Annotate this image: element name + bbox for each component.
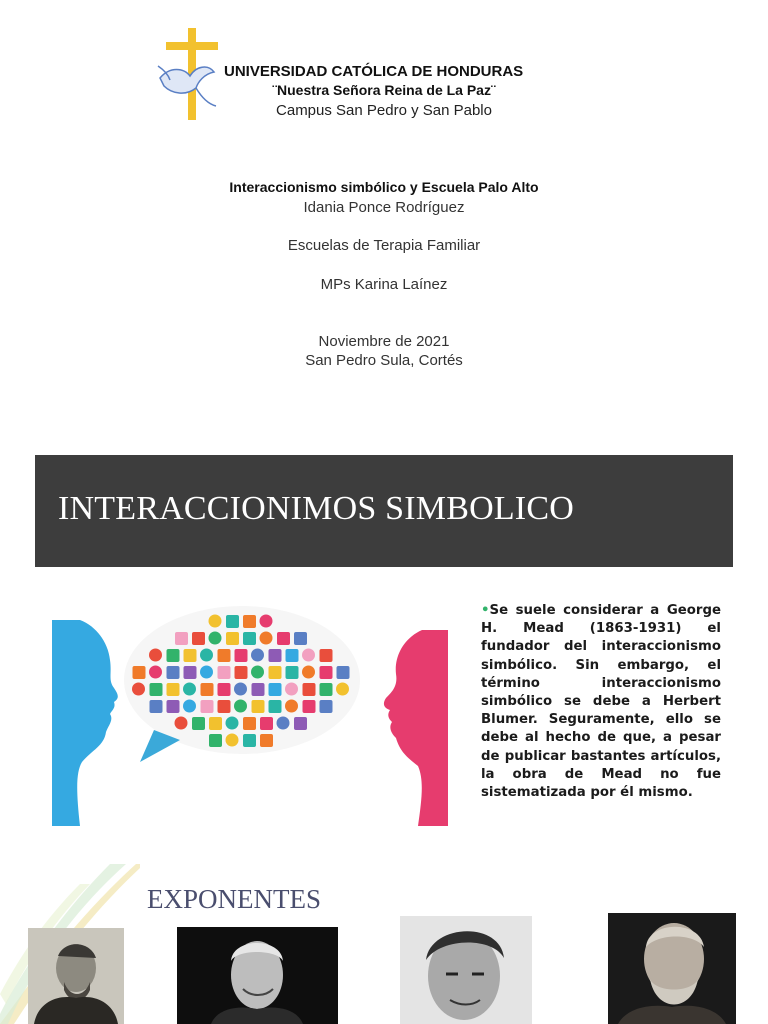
bubble-icon-tile (209, 632, 222, 645)
bubble-icon-tile (320, 700, 333, 713)
bubble-icon-tile (260, 734, 273, 747)
bubble-icon-tile (167, 683, 180, 696)
bubble-icon-tile (294, 717, 307, 730)
teacher-name: MPs Karina Laínez (320, 276, 448, 293)
bubble-icon-tile (218, 649, 231, 662)
university-name: UNIVERSIDAD CATÓLICA DE HONDURAS (224, 63, 524, 80)
portrait-photo-2 (177, 927, 338, 1024)
bubble-icon-tile (192, 717, 205, 730)
portrait-photo-3 (400, 916, 532, 1024)
bubble-icon-tile (167, 700, 180, 713)
bubble-icon-tile (132, 683, 145, 696)
paragraph-text: Se suele considerar a George H. Mead (1863-1931) el fundador del interaccionismo simbólico. Sin embargo, el término interaccionismo simbólico se debe a Herbert Blumer. Seguramente, ello se debe al hecho de que, a pesar de publicar bastantes artículos, la obra de Mead no fue sistematizada por él mismo. (481, 603, 721, 801)
bubble-icon-tile (302, 649, 315, 662)
bubble-icon-tile (175, 632, 188, 645)
bubble-icon-tile (251, 666, 264, 679)
bubble-icon-tile (252, 683, 265, 696)
bubble-icon-tile (234, 700, 247, 713)
place-text: San Pedro Sula, Cortés (305, 352, 463, 369)
bubble-icon-tile (149, 666, 162, 679)
bubble-icon-tile (336, 683, 349, 696)
bubble-icon-tile (285, 683, 298, 696)
bubble-icon-tile (320, 666, 333, 679)
bubble-icon-tile (303, 683, 316, 696)
date-text: Noviembre de 2021 (318, 333, 450, 350)
bubble-icon-tile (269, 683, 282, 696)
bubble-icon-tile (149, 649, 162, 662)
bubble-icon-tile (226, 632, 239, 645)
bubble-icon-tile (226, 717, 239, 730)
bubble-icon-tile (243, 717, 256, 730)
bubble-icon-tile (260, 717, 273, 730)
bubble-icon-tile (183, 700, 196, 713)
bubble-icon-tile (277, 717, 290, 730)
bubble-icon-tile (150, 683, 163, 696)
bubble-icon-tile (320, 649, 333, 662)
portrait-photo-1 (28, 928, 124, 1024)
bubble-icon-tile (269, 666, 282, 679)
bubble-icon-tile (269, 700, 282, 713)
bubble-icon-tile (251, 649, 264, 662)
bubble-icon-tile (167, 666, 180, 679)
bubble-icon-tile (209, 615, 222, 628)
bubble-icon-tile (235, 666, 248, 679)
bubble-icon-tile (286, 666, 299, 679)
bubble-icon-tile (252, 700, 265, 713)
bubble-icon-tile (302, 666, 315, 679)
bubble-icon-tile (337, 666, 350, 679)
bubble-icon-tile (294, 632, 307, 645)
bubble-icon-tile (201, 683, 214, 696)
bubble-icon-tile (243, 734, 256, 747)
bubble-icon-tile (218, 666, 231, 679)
bubble-icon-tile (200, 649, 213, 662)
bubble-icon-tile (243, 632, 256, 645)
course-name: Escuelas de Terapia Familiar (287, 237, 481, 254)
bubble-icon-tile (234, 683, 247, 696)
bubble-icon-tile (209, 734, 222, 747)
bubble-icon-tile (192, 632, 205, 645)
bubble-icon-tile (235, 649, 248, 662)
bubble-icon-tile (260, 632, 273, 645)
speech-bubble-icons-illustration (52, 590, 448, 826)
exponentes-title: EXPONENTES (147, 884, 321, 914)
bubble-icon-tile (184, 666, 197, 679)
bubble-icon-tile (184, 649, 197, 662)
author-name: Idania Ponce Rodríguez (303, 199, 465, 216)
university-motto: ¨Nuestra Señora Reina de La Paz¨ (272, 82, 496, 98)
bullet-marker: • (481, 603, 490, 618)
bubble-icon-tile (269, 649, 282, 662)
bubble-icon-tile (218, 700, 231, 713)
pink-head-silhouette (384, 630, 448, 826)
bubble-icon-tile (285, 700, 298, 713)
portrait-photo-4 (608, 913, 736, 1024)
bubble-icon-tile (167, 649, 180, 662)
bubble-icon-tile (209, 717, 222, 730)
bubble-icon-tile (175, 717, 188, 730)
bubble-icon-tile (243, 615, 256, 628)
document-title: Interaccionismo simbólico y Escuela Palo Alto (229, 179, 539, 195)
slide-title: INTERACCIONIMOS SIMBOLICO (58, 490, 574, 527)
bubble-icon-tile (277, 632, 290, 645)
bubble-icon-tile (150, 700, 163, 713)
bubble-icon-tile (226, 615, 239, 628)
slide-paragraph (481, 602, 721, 802)
bubble-icon-tile (183, 683, 196, 696)
bubble-icon-tile (320, 683, 333, 696)
bubble-icon-tile (218, 683, 231, 696)
bubble-icon-tile (286, 649, 299, 662)
blue-head-silhouette (52, 620, 118, 826)
bubble-icon-tile (303, 700, 316, 713)
campus-name: Campus San Pedro y San Pablo (276, 102, 492, 119)
bubble-icon-tile (226, 734, 239, 747)
bubble-icon-tile (133, 666, 146, 679)
bubble-icon-tile (260, 615, 273, 628)
bubble-icon-tile (201, 700, 214, 713)
icon-cloud (124, 606, 360, 762)
bubble-icon-tile (200, 666, 213, 679)
